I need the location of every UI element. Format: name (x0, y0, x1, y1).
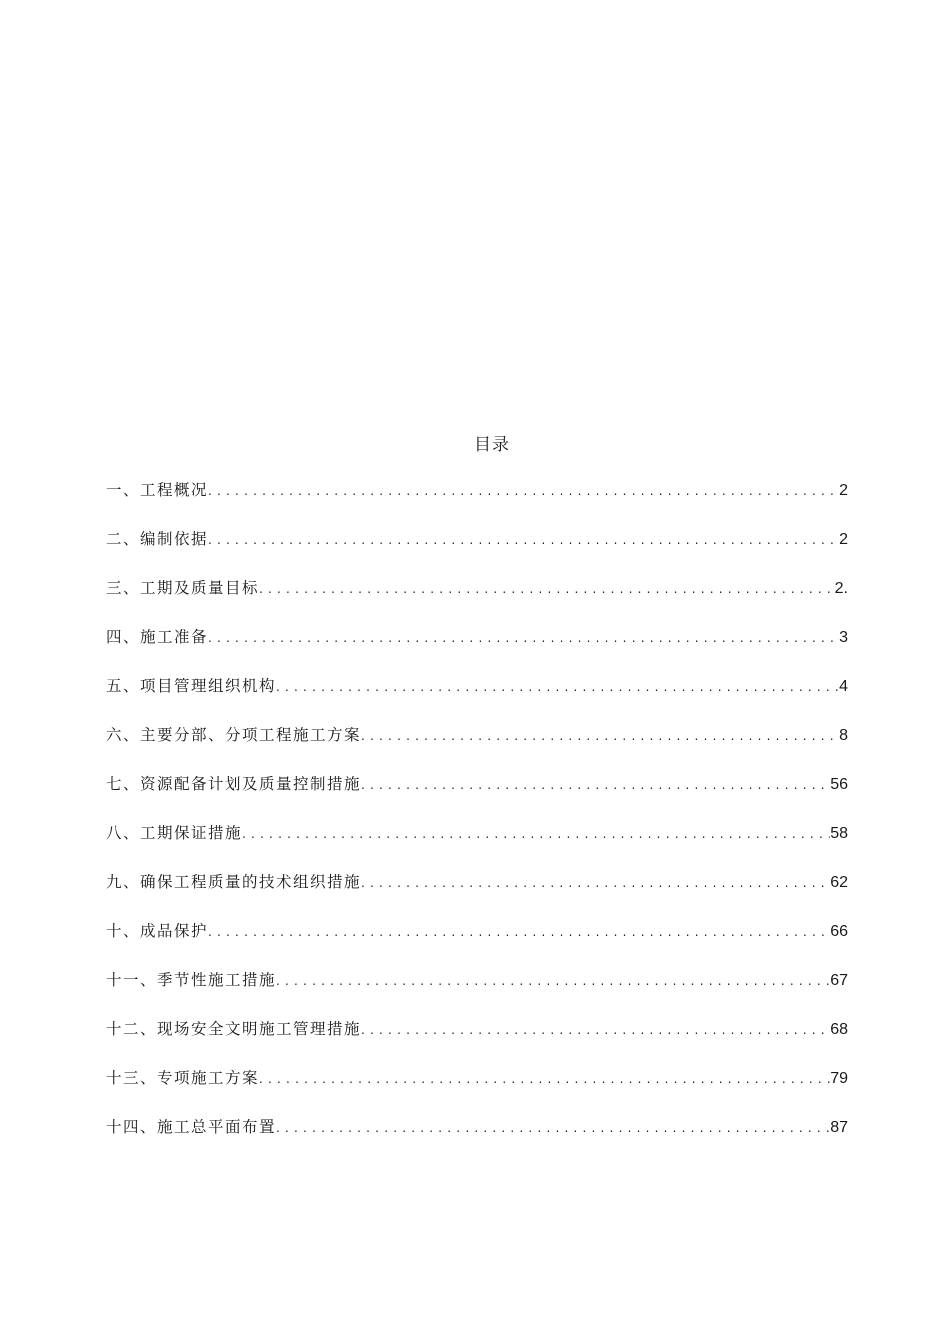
toc-dot-leader (361, 876, 830, 890)
toc-entry[interactable] (106, 576, 848, 625)
toc-entry-page: 2 (839, 531, 848, 548)
toc-dot-leader (361, 778, 830, 792)
toc-entry[interactable] (106, 478, 848, 527)
table-of-contents (106, 478, 848, 1164)
toc-entry-page: 62 (830, 874, 848, 891)
toc-dot-leader (242, 827, 830, 841)
toc-entry[interactable] (106, 772, 848, 821)
toc-dot-leader (276, 974, 830, 988)
toc-entry-label: 二、编制依据 (106, 530, 209, 548)
toc-dot-leader (208, 631, 839, 645)
toc-entry-page: 79 (830, 1070, 848, 1087)
toc-title: 目录 (474, 435, 510, 455)
toc-entry-page: 3 (839, 629, 848, 646)
toc-entry-label: 六、主要分部、分项工程施工方案 (106, 726, 362, 744)
toc-entry-page: 58 (830, 825, 848, 842)
toc-dot-leader (361, 729, 839, 743)
toc-entry-page: 67 (830, 972, 848, 989)
toc-dot-leader (276, 1121, 830, 1135)
toc-entry[interactable] (106, 625, 848, 674)
toc-dot-leader (208, 484, 839, 498)
toc-entry[interactable] (106, 821, 848, 870)
toc-entry-label: 五、项目管理组织机构 (106, 677, 277, 695)
toc-entry-label: 十一、季节性施工措施 (106, 971, 277, 989)
toc-entry-page: 8 (839, 727, 848, 744)
toc-entry-page: 56 (830, 776, 848, 793)
toc-entry[interactable] (106, 1066, 848, 1115)
toc-entry-label: 九、确保工程质量的技术组织措施 (106, 873, 362, 891)
toc-dot-leader (259, 582, 835, 596)
toc-dot-leader (276, 680, 839, 694)
toc-dot-leader (259, 1072, 830, 1086)
toc-entry-label: 八、工期保证措施 (106, 824, 243, 842)
toc-entry-label: 一、工程概况 (106, 481, 209, 499)
toc-entry-label: 三、工期及质量目标 (106, 579, 260, 597)
toc-entry-label: 十四、施工总平面布置 (106, 1118, 277, 1136)
toc-entry-page: 66 (830, 923, 848, 940)
toc-dot-leader (208, 925, 830, 939)
toc-dot-leader (361, 1023, 830, 1037)
toc-entry-label: 十二、现场安全文明施工管理措施 (106, 1020, 362, 1038)
toc-entry[interactable] (106, 1017, 848, 1066)
toc-entry[interactable] (106, 968, 848, 1017)
toc-entry[interactable] (106, 1115, 848, 1164)
toc-entry-label: 十、成品保护 (106, 922, 209, 940)
toc-entry-label: 四、施工准备 (106, 628, 209, 646)
toc-entry-page: 2 (839, 482, 848, 499)
toc-entry-label: 七、资源配备计划及质量控制措施 (106, 775, 362, 793)
toc-entry-page: 68 (830, 1021, 848, 1038)
toc-entry[interactable] (106, 870, 848, 919)
toc-entry[interactable] (106, 674, 848, 723)
toc-entry[interactable] (106, 919, 848, 968)
toc-entry[interactable] (106, 527, 848, 576)
toc-entry-label: 十三、专项施工方案 (106, 1069, 260, 1087)
toc-entry-page: 2. (834, 580, 848, 597)
toc-entry[interactable] (106, 723, 848, 772)
toc-dot-leader (208, 533, 839, 547)
toc-entry-page: 4 (839, 678, 848, 695)
toc-entry-page: 87 (830, 1119, 848, 1136)
